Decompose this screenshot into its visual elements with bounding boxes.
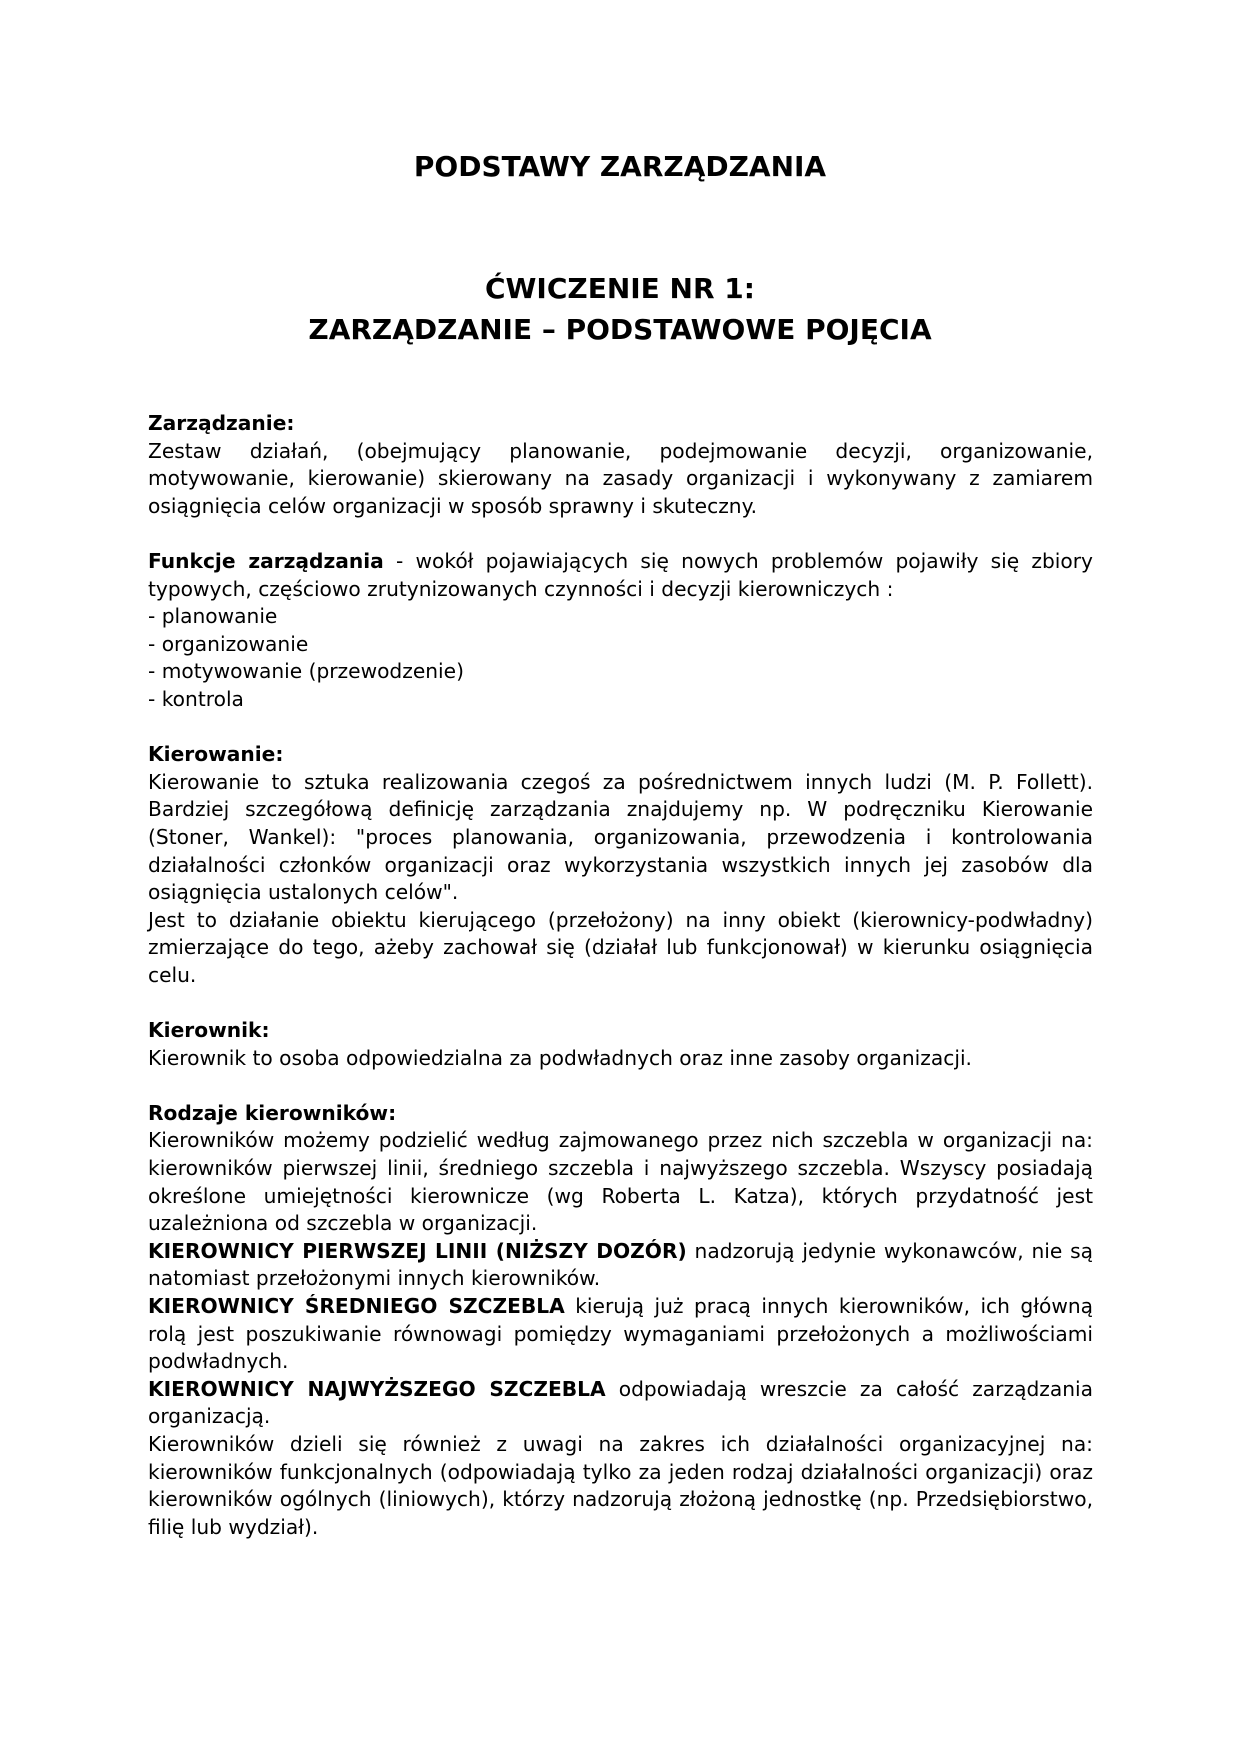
section-paragraph xyxy=(148,1238,1093,1293)
section-kierowanie xyxy=(148,741,1093,989)
section-kierownik xyxy=(148,1017,1093,1072)
section-paragraph: Kierowników dzieli się również z uwagi na zakres ich działalności organizacyjnej na: kierowników funkcjonalnych (odpowiadają tylko za jeden rodzaj działalności organizacji) oraz kierowników ogólnych (liniowych), którzy nadzorują złożoną jednostkę (np. Przedsiębiorstwo, filię lub wydział). xyxy=(148,1431,1093,1539)
section-paragraph xyxy=(148,1376,1093,1431)
inline-text: kierują już pracą innych kierowników, ich główną rolą jest poszukiwanie równowagi pomiędzy wymaganiami przełożonych a możliwościami podwładnych. xyxy=(148,1294,1093,1374)
section-paragraph: Zestaw działań, (obejmujący planowanie, podejmowanie decyzji, organizowanie, motywowanie, kierowanie) skierowany na zasady organizacji i wykonywany z zamiarem osiągnięcia celów organizacji w sposób sprawny i skuteczny. xyxy=(148,438,1093,518)
list-item: - kontrola xyxy=(148,686,244,711)
section-paragraph xyxy=(148,1293,1093,1376)
inline-heading: KIEROWNICY ŚREDNIEGO SZCZEBLA xyxy=(148,1294,565,1318)
section-heading: Rodzaje kierowników: xyxy=(148,1100,397,1125)
list-item: - planowanie xyxy=(148,604,278,629)
functions-list xyxy=(148,603,1093,713)
section-paragraph: Kierowników możemy podzielić według zajmowanego przez nich szczebla w organizacji na: kierowników pierwszej linii, średniego szczebla i najwyższego szczebla. Wszyscy posiadają określone umiejętności kierownicze (wg Roberta L. Katza), których przydatność jest uzależniona od szczebla w organizacji. xyxy=(148,1128,1093,1236)
section-zarzadzanie xyxy=(148,410,1093,520)
document-body xyxy=(148,410,1093,1569)
section-heading: Kierowanie: xyxy=(148,742,284,767)
section-paragraph: Kierowanie to sztuka realizowania czegoś za pośrednictwem innych ludzi (M. P. Follett). Bardziej szczegółową definicję zarządzania znajdujemy np. W podręczniku Kierowanie (Stoner, Wankel): "proces planowania, organizowania, przewodzenia i kontrolowania działalności członków organizacji oraz wykorzystania wszystkich innych jej zasobów dla osiągnięcia ustalonych celów". xyxy=(148,769,1093,905)
section-paragraph: Kierownik to osoba odpowiedzialna za podwładnych oraz inne zasoby organizacji. xyxy=(148,1045,972,1070)
section-paragraph xyxy=(148,548,1093,603)
inline-heading: Funkcje zarządzania xyxy=(148,548,384,573)
list-item: - organizowanie xyxy=(148,631,309,656)
section-funkcje xyxy=(148,548,1093,714)
section-rodzaje xyxy=(148,1100,1093,1542)
list-item: - motywowanie (przewodzenie) xyxy=(148,659,464,684)
inline-text: odpowiadają wreszcie za całość zarządzania organizacją. xyxy=(148,1376,1093,1429)
section-heading: Kierownik: xyxy=(148,1018,270,1043)
inline-text: - wokół pojawiających się nowych problemów pojawiły się zbiory typowych, częściowo zrutynizowanych czynności i decyzji kierowniczych : xyxy=(148,548,1093,601)
section-paragraph: Jest to działanie obiektu kierującego (przełożony) na inny obiekt (kierownicy-podwładny) zmierzające do tego, ażeby zachował się (działał lub funkcjonował) w kierunku osiągnięcia celu. xyxy=(148,907,1093,987)
inline-heading: KIEROWNICY PIERWSZEJ LINII (NIŻSZY DOZÓR) xyxy=(148,1238,687,1263)
section-heading: Zarządzanie: xyxy=(148,411,295,435)
inline-text: nadzorują jedynie wykonawców, nie są natomiast przełożonymi innych kierowników. xyxy=(148,1238,1094,1291)
inline-heading: KIEROWNICY NAJWYŻSZEGO SZCZEBLA xyxy=(148,1376,606,1401)
exercise-title: ĆWICZENIE NR 1: xyxy=(485,272,755,305)
document-title: PODSTAWY ZARZĄDZANIA xyxy=(413,150,827,183)
exercise-subtitle: ZARZĄDZANIE – PODSTAWOWE POJĘCIA xyxy=(308,313,932,346)
